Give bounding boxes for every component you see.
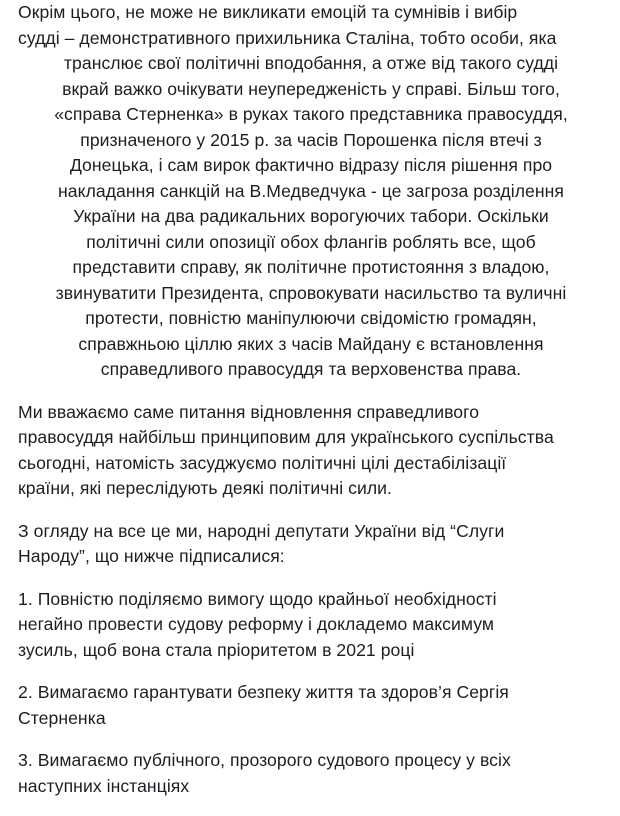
- demand-item-3: [18, 748, 604, 799]
- text-line: України на два радикальних ворогуючих табори. Оскільки: [73, 206, 549, 226]
- text-line: «справа Стерненка» в руках такого представника правосуддя,: [54, 104, 568, 124]
- text-line: судді – демонстративного прихильника Сталіна, тобто особи, яка: [18, 27, 557, 48]
- text-line: 2. Вимагаємо гарантувати безпеку життя та здоров’я Сергія: [18, 682, 509, 702]
- text-line: справжньою ціллю яких з часів Майдану є встановлення: [78, 333, 544, 354]
- text-line: призначеного у 2015 р. за часів Порошенка після втечі з: [80, 129, 542, 150]
- text-line: протести, повністю маніпулюючи свідомістю громадян,: [85, 308, 537, 328]
- paragraph-position: [18, 400, 604, 502]
- text-line: Ми вважаємо саме питання відновлення справедливого: [18, 401, 480, 422]
- text-line: негайно провести судову реформу і докладемо максимум: [18, 614, 495, 634]
- text-line: справедливого правосуддя та верховенства права.: [100, 359, 522, 379]
- text-line: представити справу, як політичне протистояння з владою,: [72, 257, 550, 277]
- text-line: 1. Повністю поділяємо вимогу щодо крайньої необхідності: [18, 588, 497, 609]
- text-line: зусиль, щоб вона стала пріоритетом в 2021 році: [18, 639, 415, 660]
- text-line: наступних інстанціях: [18, 775, 190, 796]
- text-line: вкрай важко очікувати неупередженість у справі. Більш того,: [62, 78, 560, 99]
- demand-item-1: [18, 587, 604, 664]
- text-line: накладання санкцій на В.Медведчука - це загроза розділення: [58, 180, 564, 201]
- paragraph-signatories: [18, 519, 604, 570]
- text-line: сьогодні, натомість засуджуємо політичні цілі дестабілізації: [18, 452, 507, 473]
- text-line: 3. Вимагаємо публічного, прозорого судового процесу у всіх: [18, 750, 511, 770]
- paragraph-intro: [18, 0, 604, 383]
- text-line: З огляду на все це ми, народні депутати України від “Слуги: [18, 520, 505, 541]
- text-line: країни, які переслідують деякі політичні сили.: [18, 478, 392, 498]
- text-line: Окрім цього, не може не викликати емоцій та сумнівів і вибір: [18, 2, 518, 22]
- text-line: політичні сили опозиції обох флангів роблять все, щоб: [86, 231, 536, 252]
- text-line: Народу”, що нижче підписалися:: [18, 546, 285, 566]
- text-line: звинуватити Президента, спровокувати насильство та вуличні: [55, 282, 567, 303]
- text-line: Стерненка: [18, 707, 106, 728]
- text-line: транслює свої політичні вподобання, а отже від такого судді: [63, 53, 559, 73]
- text-line: правосуддя найбільш принциповим для українського суспільства: [18, 427, 554, 447]
- demand-item-2: [18, 680, 604, 731]
- text-line: Донецька, і сам вирок фактично відразу після рішення про: [69, 155, 553, 175]
